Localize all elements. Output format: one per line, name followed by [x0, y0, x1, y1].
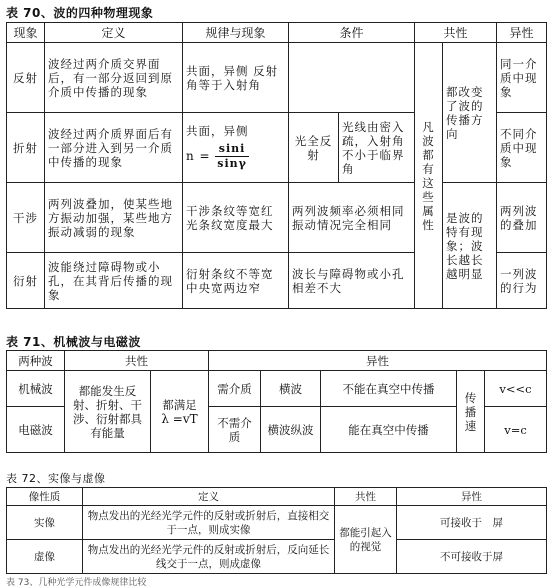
header-two-waves: 两种波: [7, 351, 65, 371]
virtual-definition: 物点发出的光经光学元件的反射或折射后，反向延长线交于一点，则成虚像: [83, 540, 335, 574]
table70: [6, 22, 547, 309]
interference-definition: 两列波叠加，使某些地方振动加强，某些地方振动减弱的现象: [45, 183, 183, 253]
diffraction-definition: 波能绕过障碍物或小孔，在其背后传播的现象: [45, 253, 183, 309]
refraction-condition: 光线由密入疏，入射角不小于临界角: [339, 113, 415, 183]
table71: [6, 350, 547, 453]
mechanical-wave: 机械波: [7, 371, 65, 407]
table70-caption: 表 70、波的四种物理现象: [6, 6, 154, 20]
table-row: [7, 540, 547, 574]
em-type: 横波纵波: [261, 407, 321, 453]
real-image: 实像: [7, 506, 83, 540]
table73-caption: 表 73、几种光学元件成像规律比较: [6, 578, 147, 588]
refraction-law-prefix: 共面，异侧: [186, 124, 249, 138]
real-diff: 可接收于 屏: [397, 506, 547, 540]
header-definition: 定义: [45, 23, 183, 43]
speed-label: 传 播 速: [457, 371, 485, 453]
diffraction-name: 衍射: [7, 253, 45, 309]
mech-vacuum: 不能在真空中传播: [321, 371, 457, 407]
common-formula: 都满足 λ =vT: [151, 371, 209, 453]
reflection-condition: [289, 43, 415, 113]
table-row: [7, 183, 547, 253]
virtual-image: 虚像: [7, 540, 83, 574]
mech-medium: 需介质: [209, 371, 261, 407]
real-definition: 物点发出的光经光学元件的反射或折射后，直接相交于一点，则成实像: [83, 506, 335, 540]
table72: [6, 487, 547, 574]
table-row: [7, 506, 547, 540]
reflection-law: 共面，异侧 反射角等于入射角: [183, 43, 289, 113]
formula-denominator: sinγ: [217, 157, 247, 170]
header-law: 规律与现象: [183, 23, 289, 43]
table-row: [7, 371, 547, 407]
em-wave: 电磁波: [7, 407, 65, 453]
em-medium: 不需介质: [209, 407, 261, 453]
refraction-formula: [215, 142, 249, 171]
header-common: 共性: [415, 23, 497, 43]
header-definition: 定义: [83, 488, 335, 506]
header-common: 共性: [65, 351, 209, 371]
common-all-waves: 凡 波 都 有 这 些 属 性: [415, 43, 443, 309]
table-row: [7, 43, 547, 113]
interference-condition: 两列波频率必须相同振动情况完全相同: [289, 183, 415, 253]
em-speed: v=c: [485, 407, 547, 453]
common-top: 都改变了波的传播方向: [443, 43, 497, 183]
diffraction-condition: 波长与障碍物或小孔相差不大: [289, 253, 415, 309]
interference-law: 干涉条纹等宽红光条纹宽度最大: [183, 183, 289, 253]
header-common: 共性: [335, 488, 397, 506]
refraction-law: [183, 113, 289, 183]
reflection-diff: 同一介质中现象: [497, 43, 547, 113]
reflection-definition: 波经过两介质交界面后，有一部分返回到原介质中传播的现象: [45, 43, 183, 113]
refraction-name: 折射: [7, 113, 45, 183]
refraction-formula-lhs: n =: [186, 149, 211, 163]
header-phenomenon: 现象: [7, 23, 45, 43]
header-difference: 异性: [397, 488, 547, 506]
total-reflection: 光全反射: [289, 113, 339, 183]
mech-speed: v<<c: [485, 371, 547, 407]
mech-type: 横波: [261, 371, 321, 407]
diffraction-law: 衍射条纹不等宽中央宽两边窄: [183, 253, 289, 309]
virtual-diff: 不可接收于屏: [397, 540, 547, 574]
common-properties: 都能发生反射、折射、干涉、衍射都具有能量: [65, 371, 151, 453]
em-vacuum: 能在真空中传播: [321, 407, 457, 453]
diffraction-diff: 一列波的行为: [497, 253, 547, 309]
header-difference: 异性: [209, 351, 547, 371]
common-bottom: 是波的特有现象；波长越长越明显: [443, 183, 497, 309]
header-condition: 条件: [289, 23, 415, 43]
header-image-type: 像性质: [7, 488, 83, 506]
image-common: 都能引起入的视觉: [335, 506, 397, 574]
refraction-diff: 不同介质中现象: [497, 113, 547, 183]
formula-numerator: sini: [215, 142, 249, 157]
table72-caption: 表 72、实像与虚像: [6, 472, 106, 485]
interference-name: 干涉: [7, 183, 45, 253]
reflection-name: 反射: [7, 43, 45, 113]
table71-caption: 表 71、机械波与电磁波: [6, 335, 141, 349]
header-difference: 异性: [497, 23, 547, 43]
refraction-definition: 波经过两介质界面后有一部分进入到另一介质中传播的现象: [45, 113, 183, 183]
interference-diff: 两列波的叠加: [497, 183, 547, 253]
